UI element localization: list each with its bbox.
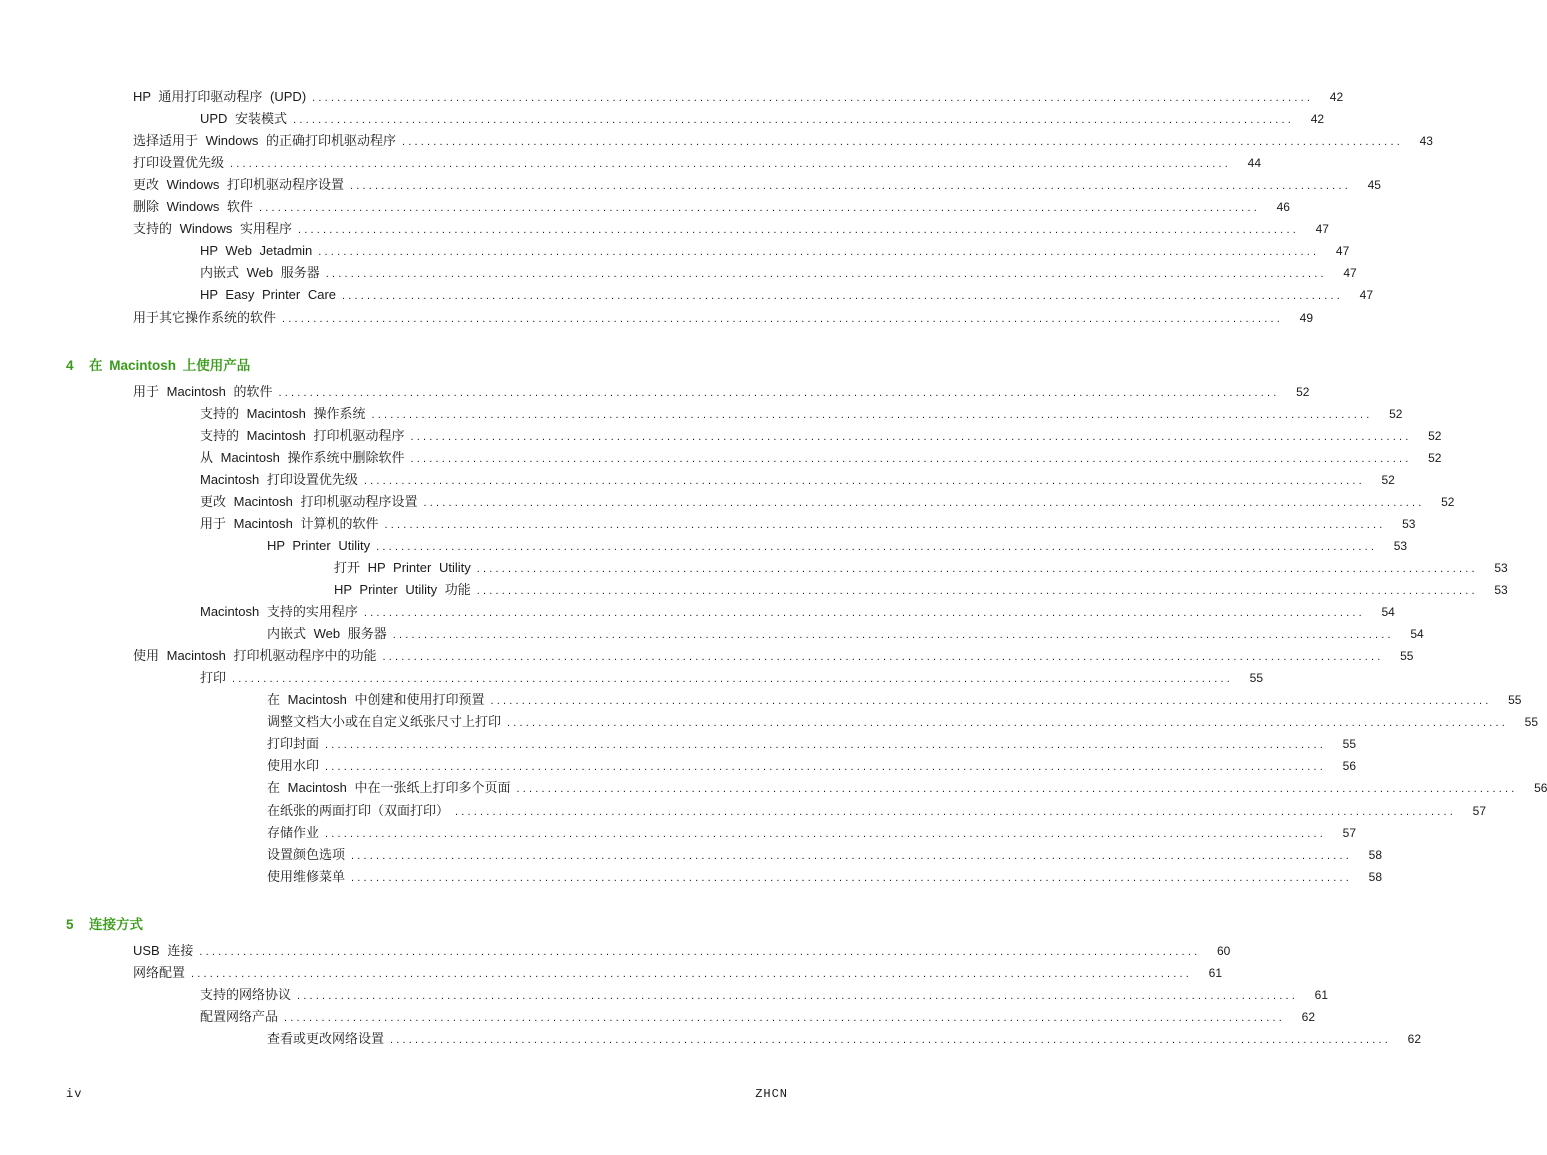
toc-entry[interactable] bbox=[267, 537, 1408, 554]
toc-entry[interactable] bbox=[267, 758, 1356, 774]
toc-entry[interactable] bbox=[334, 559, 1508, 576]
toc-entry-title: 打开 HP Printer Utility bbox=[334, 559, 471, 575]
toc-entry-title: 用于 Macintosh 计算机的软件 bbox=[200, 515, 379, 531]
dot-leader: ................................................................................................................................................................ bbox=[371, 408, 1373, 421]
toc-entry-page: 52 bbox=[1296, 384, 1310, 399]
toc-entry-page: 43 bbox=[1419, 134, 1433, 149]
toc-entry[interactable] bbox=[267, 714, 1538, 730]
chapter-number: 5 bbox=[66, 916, 74, 932]
toc-entry[interactable] bbox=[267, 802, 1486, 819]
dot-leader: ................................................................................................................................................................ bbox=[342, 290, 1344, 303]
toc-entry-title: Macintosh 支持的实用程序 bbox=[200, 604, 358, 620]
dot-leader: ................................................................................................................................................................ bbox=[351, 871, 1352, 884]
toc-entry-title: 使用维修菜单 bbox=[267, 868, 346, 884]
dot-leader: ................................................................................................................................................................ bbox=[325, 761, 1326, 774]
toc-entry[interactable] bbox=[133, 964, 1222, 981]
toc-entry-title: HP Web Jetadmin bbox=[200, 243, 313, 259]
toc-entry[interactable] bbox=[133, 221, 1329, 237]
toc-entry-title: 在 Macintosh 中在一张纸上打印多个页面 bbox=[267, 780, 511, 796]
toc-entry-title: 在纸张的两面打印（双面打印） bbox=[267, 802, 450, 818]
dot-leader: ................................................................................................................................................................ bbox=[232, 673, 1233, 686]
toc-entry-page: 52 bbox=[1389, 406, 1403, 421]
dot-leader: ................................................................................................................................................................ bbox=[516, 783, 1518, 796]
toc-entry-page: 55 bbox=[1524, 715, 1538, 730]
toc-entry-page: 47 bbox=[1343, 266, 1357, 281]
toc-entry[interactable] bbox=[200, 265, 1357, 281]
toc-entry[interactable] bbox=[200, 986, 1328, 1003]
toc-entry-title: 选择适用于 Windows 的正确打印机驱动程序 bbox=[133, 133, 396, 149]
dot-leader: ................................................................................................................................................................ bbox=[476, 562, 1478, 575]
dot-leader: ................................................................................................................................................................ bbox=[410, 430, 1412, 443]
toc-entry-page: 47 bbox=[1315, 222, 1329, 237]
dot-leader: ................................................................................................................................................................ bbox=[476, 585, 1478, 597]
toc-entry-title: 设置颜色选项 bbox=[267, 846, 346, 862]
toc-entry-title: 使用 Macintosh 打印机驱动程序中的功能 bbox=[133, 648, 377, 664]
toc-entry-title: 支持的 Macintosh 操作系统 bbox=[200, 405, 366, 421]
toc-entry-page: 60 bbox=[1216, 943, 1231, 958]
toc-entry-page: 56 bbox=[1534, 781, 1547, 796]
toc-entry-title: 从 Macintosh 操作系统中删除软件 bbox=[200, 449, 405, 465]
toc-entry-page: 54 bbox=[1381, 605, 1395, 620]
toc-entry-title: 支持的网络协议 bbox=[200, 986, 292, 1002]
toc-entry-page: 58 bbox=[1368, 847, 1382, 862]
toc-entry[interactable] bbox=[133, 942, 1231, 959]
toc-entry[interactable] bbox=[133, 648, 1414, 664]
dot-leader: ................................................................................................................................................................ bbox=[297, 989, 1298, 1002]
toc-entry-page: 52 bbox=[1441, 494, 1455, 509]
toc-entry[interactable] bbox=[200, 604, 1395, 620]
toc-entry[interactable] bbox=[200, 471, 1395, 488]
toc-entry-page: 53 bbox=[1402, 516, 1416, 531]
toc-entry-title: HP 通用打印驱动程序 (UPD) bbox=[133, 89, 307, 104]
toc-entry-page: 44 bbox=[1247, 156, 1261, 171]
toc-entry-title: 调整文档大小或在自定义纸张尺寸上打印 bbox=[267, 714, 502, 730]
dot-leader: ................................................................................................................................................................ bbox=[325, 827, 1326, 840]
dot-leader: ................................................................................................................................................................ bbox=[349, 180, 1351, 193]
toc-entry-title: HP Printer Utility bbox=[267, 537, 371, 553]
chapter-title: 连接方式 bbox=[89, 916, 143, 932]
toc-entry[interactable] bbox=[200, 493, 1455, 510]
page-number: iv bbox=[66, 1087, 83, 1101]
toc-entry[interactable] bbox=[200, 111, 1325, 127]
toc-entry-title: 内嵌式 Web 服务器 bbox=[267, 626, 387, 642]
toc-entry[interactable] bbox=[267, 824, 1356, 841]
toc-entry-page: 55 bbox=[1249, 671, 1263, 686]
dot-leader: ................................................................................................................................................................ bbox=[392, 629, 1394, 642]
toc-entry-page: 53 bbox=[1494, 583, 1508, 597]
toc-entry-title: 删除 Windows 软件 bbox=[133, 199, 253, 215]
chapter-heading[interactable] bbox=[66, 354, 250, 374]
dot-leader: ................................................................................................................................................................ bbox=[258, 202, 1260, 215]
toc-entry-page: 45 bbox=[1367, 178, 1381, 193]
toc-entry[interactable] bbox=[200, 287, 1374, 303]
toc-entry-page: 55 bbox=[1342, 737, 1356, 752]
toc-entry-title: 配置网络产品 bbox=[200, 1008, 279, 1024]
toc-entry[interactable] bbox=[267, 736, 1356, 752]
toc-entry-page: 52 bbox=[1428, 428, 1442, 443]
toc-entry-title: 支持的 Windows 实用程序 bbox=[133, 221, 292, 237]
dot-leader: ................................................................................................................................................................ bbox=[199, 945, 1201, 958]
toc-entry-page: 53 bbox=[1393, 538, 1408, 553]
dot-leader: ................................................................................................................................................................ bbox=[293, 114, 1295, 127]
toc-entry-title: 用于 Macintosh 的软件 bbox=[133, 383, 273, 399]
toc-entry[interactable] bbox=[133, 309, 1313, 326]
toc-entry-title: USB 连接 bbox=[133, 942, 194, 958]
toc-entry-page: 42 bbox=[1329, 90, 1344, 104]
dot-leader: ................................................................................................................................................................ bbox=[401, 136, 1403, 149]
toc-entry-title: 打印 bbox=[200, 670, 227, 686]
toc-entry-page: 62 bbox=[1407, 1031, 1421, 1046]
toc-entry-page: 47 bbox=[1335, 244, 1350, 259]
toc-entry-page: 52 bbox=[1428, 450, 1442, 465]
toc-entry-title: 在 Macintosh 中创建和使用打印预置 bbox=[267, 692, 485, 708]
toc-entry-title: 打印封面 bbox=[267, 736, 320, 752]
toc-entry-page: 49 bbox=[1299, 310, 1313, 325]
chapter-number: 4 bbox=[66, 357, 74, 373]
toc-entry[interactable] bbox=[334, 582, 1508, 598]
toc-entry-title: HP Printer Utility 功能 bbox=[334, 582, 471, 597]
toc-entry[interactable] bbox=[200, 427, 1442, 444]
toc-entry[interactable] bbox=[133, 133, 1433, 149]
toc-entry[interactable] bbox=[267, 868, 1382, 885]
toc-entry[interactable] bbox=[200, 1008, 1315, 1025]
toc-entry[interactable] bbox=[133, 177, 1381, 193]
toc-entry-title: 更改 Windows 打印机驱动程序设置 bbox=[133, 177, 344, 193]
dot-leader: ................................................................................................................................................................ bbox=[384, 518, 1386, 531]
toc-entry-page: 57 bbox=[1342, 825, 1356, 840]
toc-entry-title: Macintosh 打印设置优先级 bbox=[200, 471, 358, 487]
toc-entry-title: 打印设置优先级 bbox=[133, 155, 225, 171]
locale-code: ZHCN bbox=[755, 1087, 788, 1101]
dot-leader: ................................................................................................................................................................ bbox=[312, 92, 1314, 104]
chapter-heading[interactable] bbox=[66, 913, 143, 933]
toc-entry[interactable] bbox=[200, 449, 1442, 466]
dot-leader: ................................................................................................................................................................ bbox=[363, 607, 1365, 620]
toc-entry-title: 使用水印 bbox=[267, 758, 320, 774]
toc-entry-title: 更改 Macintosh 打印机驱动程序设置 bbox=[200, 493, 418, 509]
toc-entry[interactable] bbox=[267, 846, 1382, 863]
dot-leader: ................................................................................................................................................................ bbox=[318, 246, 1320, 259]
dot-leader: ................................................................................................................................................................ bbox=[325, 268, 1327, 281]
dot-leader: ................................................................................................................................................................ bbox=[351, 849, 1352, 862]
dot-leader: ................................................................................................................................................................ bbox=[297, 224, 1299, 237]
toc-entry[interactable] bbox=[200, 515, 1416, 532]
toc-entry-page: 61 bbox=[1208, 965, 1222, 980]
toc-entry-page: 46 bbox=[1276, 200, 1290, 215]
dot-leader: ................................................................................................................................................................ bbox=[390, 1033, 1391, 1046]
dot-leader: ................................................................................................................................................................ bbox=[325, 739, 1326, 752]
dot-leader: ................................................................................................................................................................ bbox=[507, 717, 1508, 730]
dot-leader: ................................................................................................................................................................ bbox=[376, 540, 1378, 553]
toc-entry[interactable] bbox=[267, 626, 1424, 642]
dot-leader: ................................................................................................................................................................ bbox=[410, 452, 1412, 465]
toc-entry[interactable] bbox=[133, 383, 1310, 400]
toc-entry-page: 57 bbox=[1472, 803, 1486, 818]
chapter-title: 在 Macintosh 上使用产品 bbox=[89, 357, 251, 373]
toc-entry-page: 52 bbox=[1381, 472, 1395, 487]
toc-entry-title: 查看或更改网络设置 bbox=[267, 1030, 385, 1046]
dot-leader: ................................................................................................................................................................ bbox=[284, 1011, 1285, 1024]
dot-leader: ................................................................................................................................................................ bbox=[382, 651, 1384, 664]
toc-entry-page: 53 bbox=[1494, 560, 1508, 575]
toc-entry-title: 网络配置 bbox=[133, 964, 186, 980]
toc-entry[interactable] bbox=[200, 243, 1350, 259]
toc-entry-page: 58 bbox=[1368, 869, 1382, 884]
toc-entry-title: 用于其它操作系统的软件 bbox=[133, 309, 277, 325]
dot-leader: ................................................................................................................................................................ bbox=[455, 805, 1456, 818]
toc-entry-page: 62 bbox=[1301, 1009, 1315, 1024]
dot-leader: ................................................................................................................................................................ bbox=[191, 967, 1192, 980]
toc-entry-page: 54 bbox=[1410, 627, 1424, 642]
toc-entry-page: 42 bbox=[1310, 112, 1325, 127]
toc-entry[interactable] bbox=[133, 199, 1290, 215]
toc-entry-page: 55 bbox=[1508, 693, 1522, 708]
dot-leader: ................................................................................................................................................................ bbox=[278, 386, 1280, 399]
dot-leader: ................................................................................................................................................................ bbox=[230, 158, 1231, 171]
toc-entry-title: 内嵌式 Web 服务器 bbox=[200, 265, 320, 281]
dot-leader: ................................................................................................................................................................ bbox=[363, 474, 1365, 487]
toc-entry[interactable] bbox=[267, 1030, 1421, 1047]
toc-entry-page: 47 bbox=[1359, 288, 1374, 303]
toc-entry[interactable] bbox=[133, 155, 1261, 171]
toc-entry[interactable] bbox=[133, 89, 1344, 105]
toc-entry-page: 55 bbox=[1400, 649, 1414, 664]
toc-entry-page: 56 bbox=[1342, 759, 1356, 774]
dot-leader: ................................................................................................................................................................ bbox=[423, 496, 1425, 509]
toc-entry-title: HP Easy Printer Care bbox=[200, 287, 337, 303]
toc-entry[interactable] bbox=[267, 780, 1547, 796]
toc-entry[interactable] bbox=[267, 692, 1522, 708]
toc-entry-title: 存储作业 bbox=[267, 824, 320, 840]
toc-entry-title: 支持的 Macintosh 打印机驱动程序 bbox=[200, 427, 405, 443]
dot-leader: ................................................................................................................................................................ bbox=[490, 695, 1492, 708]
toc-entry-title: UPD 安装模式 bbox=[200, 111, 288, 127]
toc-entry-page: 61 bbox=[1314, 987, 1328, 1002]
toc-entry[interactable] bbox=[200, 405, 1403, 422]
dot-leader: ................................................................................................................................................................ bbox=[282, 312, 1283, 325]
toc-entry[interactable] bbox=[200, 670, 1263, 686]
